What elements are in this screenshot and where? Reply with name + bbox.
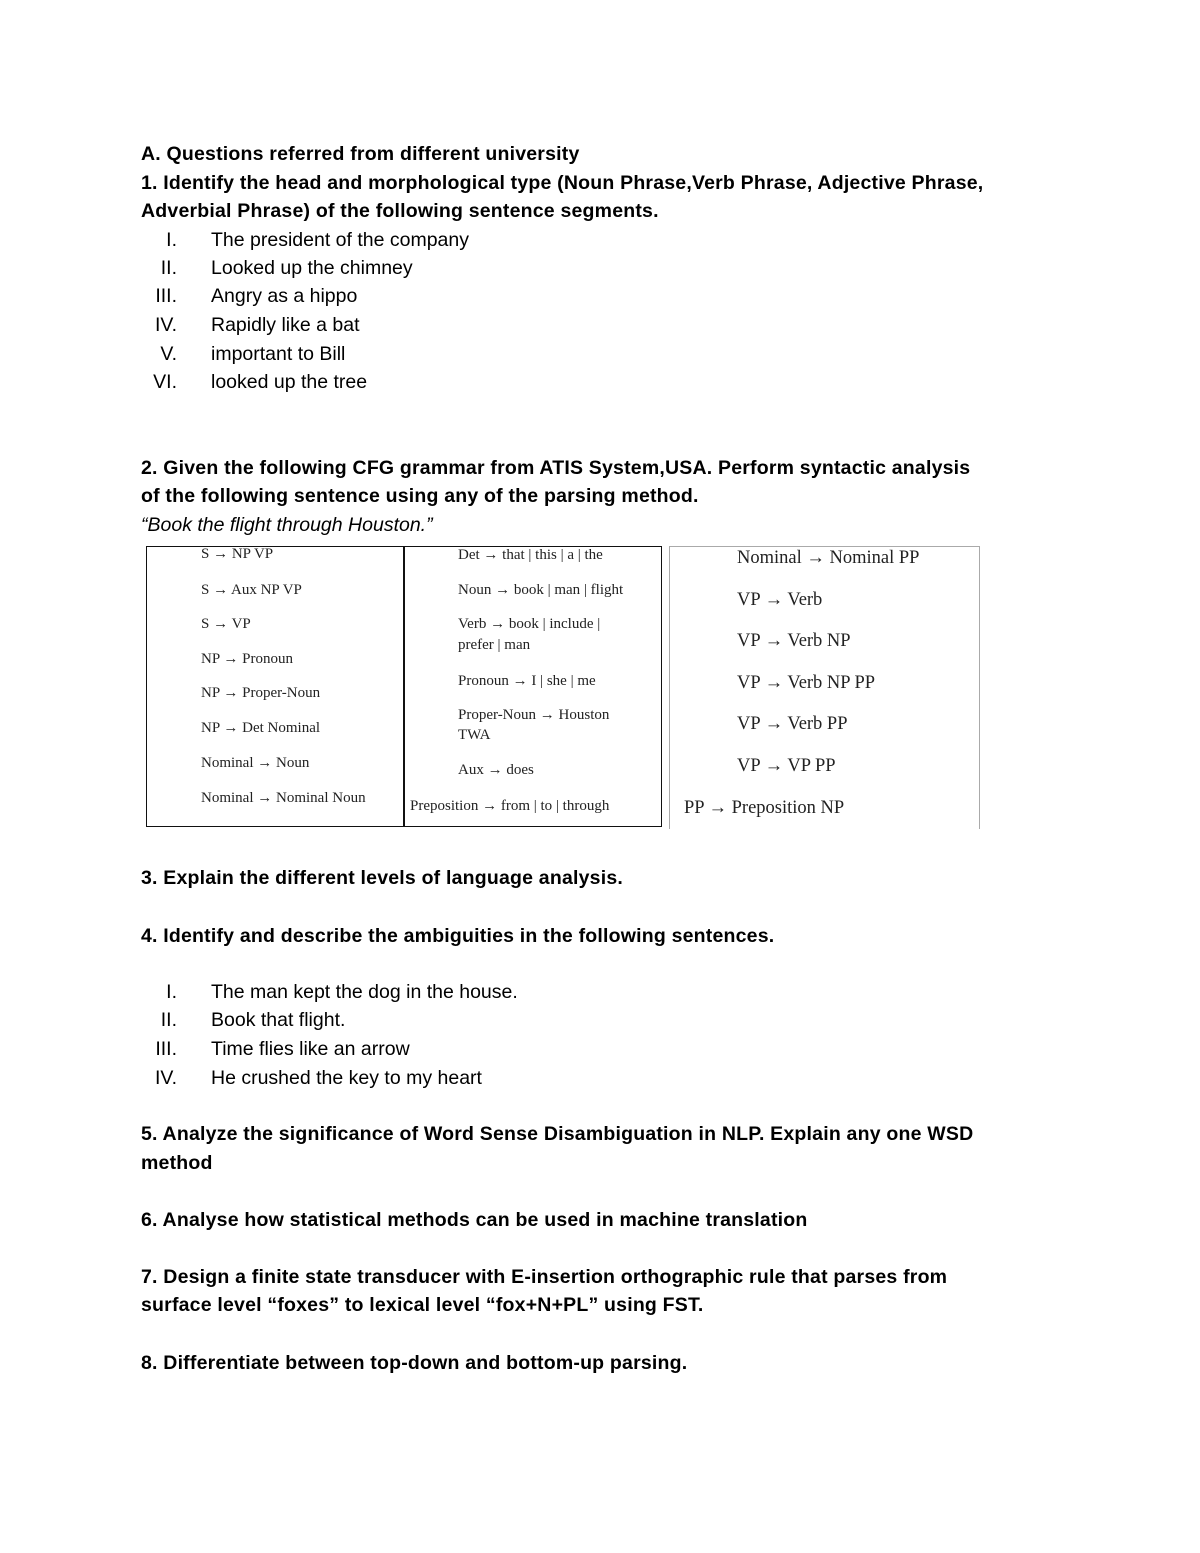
question-5-line-2: method — [141, 1152, 213, 1174]
grammar-rule: PP → Preposition NP — [684, 798, 845, 818]
example-sentence: “Book the flight through Houston.” — [141, 514, 433, 536]
list-item — [0, 340, 600, 368]
grammar-rule: NP → Pronoun — [201, 651, 293, 667]
question-5-line-1: 5. Analyze the significance of Word Sense Disambiguation in NLP. Explain any one WSD — [141, 1123, 974, 1145]
list-item — [0, 1064, 700, 1092]
table-divider — [403, 547, 405, 826]
question-4-line-1: 4. Identify and describe the ambiguities in the following sentences. — [141, 925, 775, 947]
list-item-text: Time flies like an arrow — [211, 1038, 410, 1060]
list-item-number: II. — [160, 1009, 177, 1031]
list-item-number: II. — [160, 257, 177, 279]
question-1-line-1: 1. Identify the head and morphological type (Noun Phrase,Verb Phrase, Adjective Phrase, — [141, 172, 984, 194]
grammar-rule: Nominal → Nominal Noun — [201, 790, 366, 806]
list-item-text: Angry as a hippo — [211, 285, 358, 307]
list-item-number: IV. — [154, 1067, 177, 1089]
list-item — [0, 978, 700, 1006]
list-item-number: I. — [166, 981, 177, 1003]
list-item — [0, 1035, 700, 1063]
question-1-line-2: Adverbial Phrase) of the following sentence segments. — [141, 200, 659, 222]
list-item — [0, 1006, 700, 1034]
question-2-line-1: 2. Given the following CFG grammar from ATIS System,USA. Perform syntactic analysis — [141, 457, 971, 479]
list-item — [0, 254, 600, 282]
list-item — [0, 282, 600, 310]
grammar-rule: S → Aux NP VP — [201, 582, 302, 598]
list-item-text: The man kept the dog in the house. — [211, 981, 518, 1003]
grammar-rule: NP → Proper-Noun — [201, 685, 321, 701]
list-item-number: I. — [166, 229, 177, 251]
list-item-text: Book that flight. — [211, 1009, 346, 1031]
question-7-line-1: 7. Design a finite state transducer with E-insertion orthographic rule that parses from — [141, 1266, 948, 1288]
grammar-rule: VP → Verb NP PP — [737, 673, 876, 693]
list-item-number: III. — [155, 285, 177, 307]
list-item-number: V. — [160, 343, 177, 365]
grammar-rule: Proper-Noun → Houston — [458, 707, 610, 723]
grammar-rule: TWA — [458, 727, 491, 743]
section-header: A. Questions referred from different university — [141, 143, 580, 165]
grammar-rule: VP → VP PP — [737, 756, 836, 776]
list-item-number: IV. — [154, 314, 177, 336]
list-item-number: VI. — [153, 371, 177, 393]
grammar-rule: VP → Verb PP — [737, 714, 848, 734]
list-item — [0, 311, 600, 339]
question-7-line-2: surface level “foxes” to lexical level “fox+N+PL” using FST. — [141, 1294, 704, 1316]
list-item-text: looked up the tree — [211, 371, 368, 393]
list-item — [0, 368, 600, 396]
grammar-rule: prefer | man — [458, 637, 531, 653]
grammar-rule: Det → that | this | a | the — [458, 547, 603, 563]
grammar-rule: VP → Verb — [737, 590, 823, 610]
grammar-rule: S → VP — [201, 616, 251, 632]
list-item-text: Looked up the chimney — [211, 257, 413, 279]
grammar-rule: VP → Verb NP — [737, 631, 851, 651]
grammar-rule: Aux → does — [458, 762, 534, 778]
question-8: 8. Differentiate between top-down and bottom-up parsing. — [141, 1352, 688, 1374]
question-3: 3. Explain the different levels of language analysis. — [141, 867, 623, 889]
grammar-rule: Noun → book | man | flight — [458, 582, 624, 598]
grammar-rule: Nominal → Noun — [201, 755, 310, 771]
list-item-text: He crushed the key to my heart — [211, 1067, 482, 1089]
grammar-rule: NP → Det Nominal — [201, 720, 321, 736]
question-2-line-2: of the following sentence using any of the parsing method. — [141, 485, 699, 507]
question-6: 6. Analyse how statistical methods can be used in machine translation — [141, 1209, 808, 1231]
grammar-rule: Verb → book | include | — [458, 616, 601, 632]
grammar-rule: Preposition → from | to | through — [410, 798, 610, 814]
list-item-text: Rapidly like a bat — [211, 314, 360, 336]
grammar-rule: Pronoun → I | she | me — [458, 673, 596, 689]
list-item-text: The president of the company — [211, 229, 469, 251]
list-item-text: important to Bill — [211, 343, 346, 365]
grammar-rule: Nominal → Nominal PP — [737, 548, 920, 568]
grammar-rule: S → NP VP — [201, 546, 274, 562]
list-item-number: III. — [155, 1038, 177, 1060]
list-item — [0, 226, 600, 254]
